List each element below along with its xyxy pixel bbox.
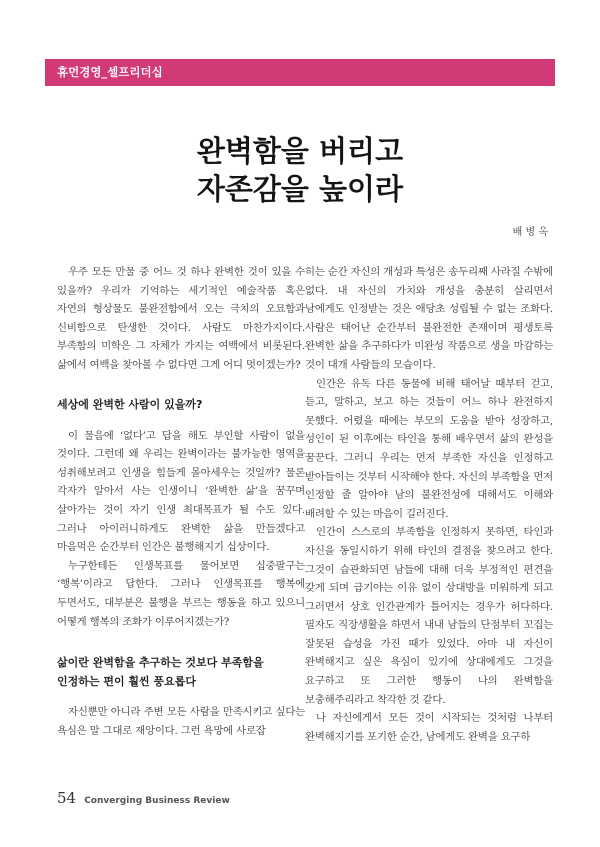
subheading-line-2: 인정하는 편이 훨씬 풍요롭다 [57, 675, 196, 689]
subheading: 세상에 완벽한 사람이 있을까? [57, 397, 203, 411]
right-column [305, 263, 553, 746]
title-line-1: 완벽함을 버리고 [196, 134, 404, 168]
paragraph: 인간은 유독 다른 동물에 비해 태어날 때부터 걷고, 듣고, 말하고, 보고 하는 것들이 어느 하나 완전하지 못했다. 어렸을 때에는 부모의 도움을 받아 성장하고, 성인이 된 이후에는 타인을 통해 배우면서 삶의 완성을 꿈꾼다. 그러니 우리는 먼저 부족한 자신을 인정하고 받아들이는 것부터 시작해야 한다. 자신의 부족함을 먼저 인정할 줄 알아야 남의 불완전성에 대해서도 이해와 배려할 수 있는 마음이 길러진다. [305, 377, 553, 520]
article-title [0, 132, 600, 208]
author-name: 배 병 옥 [512, 227, 548, 238]
paragraph: 자신뿐만 아니라 주변 모든 사람을 만족시키고 싶다는 욕심은 말 그대로 재앙이다. 그런 욕망에 사로잡 [57, 706, 305, 737]
section-label: 휴먼경영_셀프리더십 [57, 65, 163, 79]
magazine-name: Converging Business Review [84, 796, 230, 806]
paragraph: 나 자신에게서 모든 것이 시작되는 것처럼 나부터 완벽해지기를 포기한 순간, 남에게도 완벽을 요구하 [305, 712, 553, 743]
paragraph: 우주 모든 만물 중 어느 것 하나 완벽한 것이 있을 수 있을까? 우리가 기억하는 세기적인 예술작품 혹은 자연의 형상물도 불완전함에서 오는 극치의 오묘함과 신비함으로 탄생한 것이다. 사람도 마찬가지이다. 부족함의 미학은 그 자체가 가지는 여백에서 비롯된다. 삶에서 여백을 찾아볼 수 없다면 그게 어디 멋이겠는가? [57, 266, 305, 371]
page-number: 54 [57, 789, 77, 807]
paragraph: 히는 순간 자신의 개성과 특성은 송두리째 사라질 수밖에 없다. 내 자신의 가치와 개성을 충분히 살리면서 남에게도 인정받는 것은 애당초 성립될 수 없는 조화다. 사람은 태어난 순간부터 불완전한 존재이며 평생토록 완벽한 삶을 추구하다가 미완성 작품으로 생을 마감하는 것이 대개 사람들의 모습이다. [305, 266, 553, 371]
section-header-band [45, 59, 555, 86]
title-line-2: 자존감을 높이라 [196, 172, 404, 206]
page-footer [57, 788, 230, 807]
paragraph: 누구한테든 인생목표를 물어보면 십중팔구는 ‘행복’이라고 답한다. 그러나 인생목표를 행복에 두면서도, 대부분은 불행을 부르는 행동을 하고 있으니 어떻게 행복의 조화가 이루어지겠는가? [57, 559, 305, 628]
left-column [57, 263, 305, 740]
subheading-line-1: 삶이란 완벽함을 추구하는 것보다 부족함을 [57, 656, 264, 670]
paragraph: 이 물음에 ‘없다’고 답을 해도 부인할 사람이 없을 것이다. 그런데 왜 우리는 완벽이라는 불가능한 영역을 성취해보려고 인생을 힘들게 몰아세우는 것일까? 물론 각자가 알아서 사는 인생이니 ‘완벽한 삶’을 꿈꾸며 살아가는 것이 자기 인생 최대목표가 될 수도 있다. 그러나 아이러니하게도 완벽한 삶을 만들겠다고 마음먹은 순간부터 인간은 불행해지기 십상이다. [57, 429, 305, 554]
paragraph: 인간이 스스로의 부족함을 인정하지 못하면, 타인과 자신을 동일시하기 위해 타인의 결점을 찾으려고 한다. 그것이 습관화되면 남들에 대해 더욱 부정적인 편견을 갖게 되며 급기야는 이유 없이 상대방을 미워하게 되고 그러면서 상호 인간관계가 틀어지는 경우가 허다하다. 필자도 직장생활을 하면서 내내 남들의 단점부터 꼬집는 잘못된 습성을 가진 때가 있었다. 아마 내 자신이 완벽해지고 싶은 욕심이 있기에 상대에게도 그것을 요구하고 또 그러한 행동이 나의 완벽함을 보충해주리라고 착각한 것 같다. [305, 526, 553, 706]
subheading [57, 653, 305, 691]
